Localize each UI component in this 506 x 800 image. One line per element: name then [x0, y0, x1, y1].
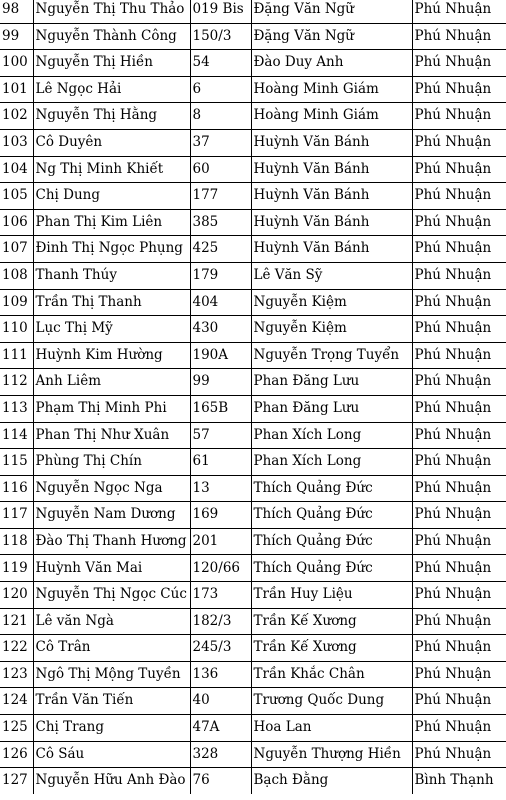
- table-row: [0, 608, 506, 635]
- table-row: [0, 661, 506, 688]
- row-number-cell: 99: [0, 23, 33, 50]
- table-row: [0, 449, 506, 476]
- table-row: [0, 422, 506, 449]
- row-number-cell: 115: [0, 449, 33, 476]
- row-number-cell: 107: [0, 236, 33, 263]
- house-number-cell: 136: [190, 661, 251, 688]
- row-number-cell: 116: [0, 475, 33, 502]
- row-number-cell: 127: [0, 768, 33, 794]
- name-cell: Cô Sáu: [33, 741, 190, 768]
- row-number-cell: 108: [0, 262, 33, 289]
- district-cell: Phú Nhuận: [412, 342, 506, 369]
- street-cell: Nguyễn Kiệm: [251, 289, 412, 316]
- row-number-cell: 110: [0, 316, 33, 343]
- row-number-cell: 102: [0, 103, 33, 130]
- house-number-cell: 13: [190, 475, 251, 502]
- street-cell: Lê Văn Sỹ: [251, 262, 412, 289]
- district-cell: Bình Thạnh: [412, 768, 506, 794]
- street-cell: Phan Đăng Lưu: [251, 369, 412, 396]
- district-cell: Phú Nhuận: [412, 741, 506, 768]
- row-number-cell: 125: [0, 715, 33, 742]
- table-row: [0, 262, 506, 289]
- district-cell: Phú Nhuận: [412, 183, 506, 210]
- house-number-cell: 37: [190, 129, 251, 156]
- house-number-cell: 182/3: [190, 608, 251, 635]
- house-number-cell: 425: [190, 236, 251, 263]
- table-row: [0, 289, 506, 316]
- house-number-cell: 150/3: [190, 23, 251, 50]
- house-number-cell: 8: [190, 103, 251, 130]
- table-row: [0, 0, 506, 23]
- name-cell: Nguyễn Thị Hiền: [33, 50, 190, 77]
- name-cell: Chị Trang: [33, 715, 190, 742]
- district-cell: Phú Nhuận: [412, 262, 506, 289]
- district-cell: Phú Nhuận: [412, 369, 506, 396]
- house-number-cell: 76: [190, 768, 251, 794]
- name-cell: Huỳnh Kim Hường: [33, 342, 190, 369]
- row-number-cell: 98: [0, 0, 33, 23]
- name-cell: Lê Ngọc Hải: [33, 76, 190, 103]
- district-cell: Phú Nhuận: [412, 449, 506, 476]
- table-row: [0, 156, 506, 183]
- house-number-cell: 190A: [190, 342, 251, 369]
- house-number-cell: 385: [190, 209, 251, 236]
- district-cell: Phú Nhuận: [412, 582, 506, 609]
- row-number-cell: 126: [0, 741, 33, 768]
- row-number-cell: 120: [0, 582, 33, 609]
- row-number-cell: 104: [0, 156, 33, 183]
- house-number-cell: 177: [190, 183, 251, 210]
- street-cell: Trương Quốc Dung: [251, 688, 412, 715]
- district-cell: Phú Nhuận: [412, 608, 506, 635]
- district-cell: Phú Nhuận: [412, 635, 506, 662]
- street-cell: Huỳnh Văn Bánh: [251, 156, 412, 183]
- table-row: [0, 555, 506, 582]
- name-cell: Lục Thị Mỹ: [33, 316, 190, 343]
- district-cell: Phú Nhuận: [412, 688, 506, 715]
- table-row: [0, 741, 506, 768]
- name-cell: Thanh Thúy: [33, 262, 190, 289]
- row-number-cell: 103: [0, 129, 33, 156]
- table-row: [0, 582, 506, 609]
- table-row: [0, 236, 506, 263]
- street-cell: Nguyễn Kiệm: [251, 316, 412, 343]
- house-number-cell: 99: [190, 369, 251, 396]
- table-row: [0, 76, 506, 103]
- street-cell: Nguyễn Thượng Hiền: [251, 741, 412, 768]
- row-number-cell: 123: [0, 661, 33, 688]
- table-row: [0, 688, 506, 715]
- name-cell: Huỳnh Văn Mai: [33, 555, 190, 582]
- street-cell: Trần Kế Xương: [251, 635, 412, 662]
- row-number-cell: 105: [0, 183, 33, 210]
- row-number-cell: 118: [0, 528, 33, 555]
- name-cell: Phan Thị Như Xuân: [33, 422, 190, 449]
- house-number-cell: 60: [190, 156, 251, 183]
- name-cell: Đào Thị Thanh Hương: [33, 528, 190, 555]
- district-cell: Phú Nhuận: [412, 395, 506, 422]
- name-cell: Lê văn Ngà: [33, 608, 190, 635]
- row-number-cell: 100: [0, 50, 33, 77]
- street-cell: Huỳnh Văn Bánh: [251, 236, 412, 263]
- district-cell: Phú Nhuận: [412, 528, 506, 555]
- table-row: [0, 475, 506, 502]
- house-number-cell: 40: [190, 688, 251, 715]
- table-row: [0, 209, 506, 236]
- name-cell: Anh Liêm: [33, 369, 190, 396]
- district-cell: Phú Nhuận: [412, 422, 506, 449]
- house-number-cell: 328: [190, 741, 251, 768]
- row-number-cell: 114: [0, 422, 33, 449]
- name-cell: Nguyễn Thị Hằng: [33, 103, 190, 130]
- district-cell: Phú Nhuận: [412, 316, 506, 343]
- name-cell: Nguyễn Ngọc Nga: [33, 475, 190, 502]
- table-row: [0, 502, 506, 529]
- row-number-cell: 117: [0, 502, 33, 529]
- street-cell: Trần Huy Liệu: [251, 582, 412, 609]
- house-number-cell: 173: [190, 582, 251, 609]
- table-row: [0, 183, 506, 210]
- row-number-cell: 101: [0, 76, 33, 103]
- street-cell: Đặng Văn Ngữ: [251, 0, 412, 23]
- house-number-cell: 57: [190, 422, 251, 449]
- district-cell: Phú Nhuận: [412, 23, 506, 50]
- name-cell: Cô Duyên: [33, 129, 190, 156]
- name-cell: Nguyễn Thị Thu Thảo: [33, 0, 190, 23]
- street-cell: Hoàng Minh Giám: [251, 76, 412, 103]
- street-cell: Huỳnh Văn Bánh: [251, 183, 412, 210]
- name-cell: Ngô Thị Mộng Tuyền: [33, 661, 190, 688]
- street-cell: Phan Xích Long: [251, 422, 412, 449]
- house-number-cell: 6: [190, 76, 251, 103]
- street-cell: Bạch Đằng: [251, 768, 412, 794]
- row-number-cell: 112: [0, 369, 33, 396]
- district-cell: Phú Nhuận: [412, 715, 506, 742]
- house-number-cell: 201: [190, 528, 251, 555]
- street-cell: Huỳnh Văn Bánh: [251, 209, 412, 236]
- table-row: [0, 103, 506, 130]
- district-cell: Phú Nhuận: [412, 209, 506, 236]
- table-row: [0, 768, 506, 794]
- house-number-cell: 404: [190, 289, 251, 316]
- district-cell: Phú Nhuận: [412, 76, 506, 103]
- name-cell: Cô Trân: [33, 635, 190, 662]
- name-cell: Đinh Thị Ngọc Phụng: [33, 236, 190, 263]
- house-number-cell: 54: [190, 50, 251, 77]
- district-cell: Phú Nhuận: [412, 289, 506, 316]
- district-cell: Phú Nhuận: [412, 475, 506, 502]
- row-number-cell: 106: [0, 209, 33, 236]
- name-cell: Phạm Thị Minh Phi: [33, 395, 190, 422]
- name-cell: Phan Thị Kim Liên: [33, 209, 190, 236]
- street-cell: Đào Duy Anh: [251, 50, 412, 77]
- name-cell: Nguyễn Nam Dương: [33, 502, 190, 529]
- table-row: [0, 50, 506, 77]
- house-number-cell: 61: [190, 449, 251, 476]
- table-row: [0, 129, 506, 156]
- district-cell: Phú Nhuận: [412, 103, 506, 130]
- district-cell: Phú Nhuận: [412, 236, 506, 263]
- name-cell: Phùng Thị Chín: [33, 449, 190, 476]
- street-cell: Thích Quảng Đức: [251, 475, 412, 502]
- row-number-cell: 121: [0, 608, 33, 635]
- table-row: [0, 369, 506, 396]
- street-cell: Nguyễn Trọng Tuyển: [251, 342, 412, 369]
- name-cell: Trần Văn Tiến: [33, 688, 190, 715]
- district-cell: Phú Nhuận: [412, 0, 506, 23]
- row-number-cell: 124: [0, 688, 33, 715]
- district-cell: Phú Nhuận: [412, 661, 506, 688]
- row-number-cell: 109: [0, 289, 33, 316]
- table-row: [0, 23, 506, 50]
- house-number-cell: 019 Bis: [190, 0, 251, 23]
- house-number-cell: 169: [190, 502, 251, 529]
- house-number-cell: 120/66: [190, 555, 251, 582]
- district-cell: Phú Nhuận: [412, 156, 506, 183]
- street-cell: Thích Quảng Đức: [251, 528, 412, 555]
- name-cell: Ng Thị Minh Khiết: [33, 156, 190, 183]
- street-cell: Phan Xích Long: [251, 449, 412, 476]
- row-number-cell: 111: [0, 342, 33, 369]
- name-cell: Chị Dung: [33, 183, 190, 210]
- table-row: [0, 342, 506, 369]
- table-row: [0, 316, 506, 343]
- street-cell: Phan Đăng Lưu: [251, 395, 412, 422]
- house-number-cell: 47A: [190, 715, 251, 742]
- house-number-cell: 245/3: [190, 635, 251, 662]
- street-cell: Hoa Lan: [251, 715, 412, 742]
- street-cell: Thích Quảng Đức: [251, 555, 412, 582]
- table-row: [0, 528, 506, 555]
- district-cell: Phú Nhuận: [412, 129, 506, 156]
- row-number-cell: 119: [0, 555, 33, 582]
- street-cell: Trần Khắc Chân: [251, 661, 412, 688]
- house-number-cell: 165B: [190, 395, 251, 422]
- district-cell: Phú Nhuận: [412, 50, 506, 77]
- row-number-cell: 122: [0, 635, 33, 662]
- table-row: [0, 395, 506, 422]
- name-cell: Trần Thị Thanh: [33, 289, 190, 316]
- street-cell: Trần Kế Xương: [251, 608, 412, 635]
- table-row: [0, 715, 506, 742]
- table-row: [0, 635, 506, 662]
- name-cell: Nguyễn Thành Công: [33, 23, 190, 50]
- house-number-cell: 430: [190, 316, 251, 343]
- street-cell: Đặng Văn Ngữ: [251, 23, 412, 50]
- row-number-cell: 113: [0, 395, 33, 422]
- district-cell: Phú Nhuận: [412, 555, 506, 582]
- district-cell: Phú Nhuận: [412, 502, 506, 529]
- name-cell: Nguyễn Thị Ngọc Cúc: [33, 582, 190, 609]
- house-number-cell: 179: [190, 262, 251, 289]
- street-cell: Huỳnh Văn Bánh: [251, 129, 412, 156]
- street-cell: Hoàng Minh Giám: [251, 103, 412, 130]
- street-cell: Thích Quảng Đức: [251, 502, 412, 529]
- name-cell: Nguyễn Hữu Anh Đào: [33, 768, 190, 794]
